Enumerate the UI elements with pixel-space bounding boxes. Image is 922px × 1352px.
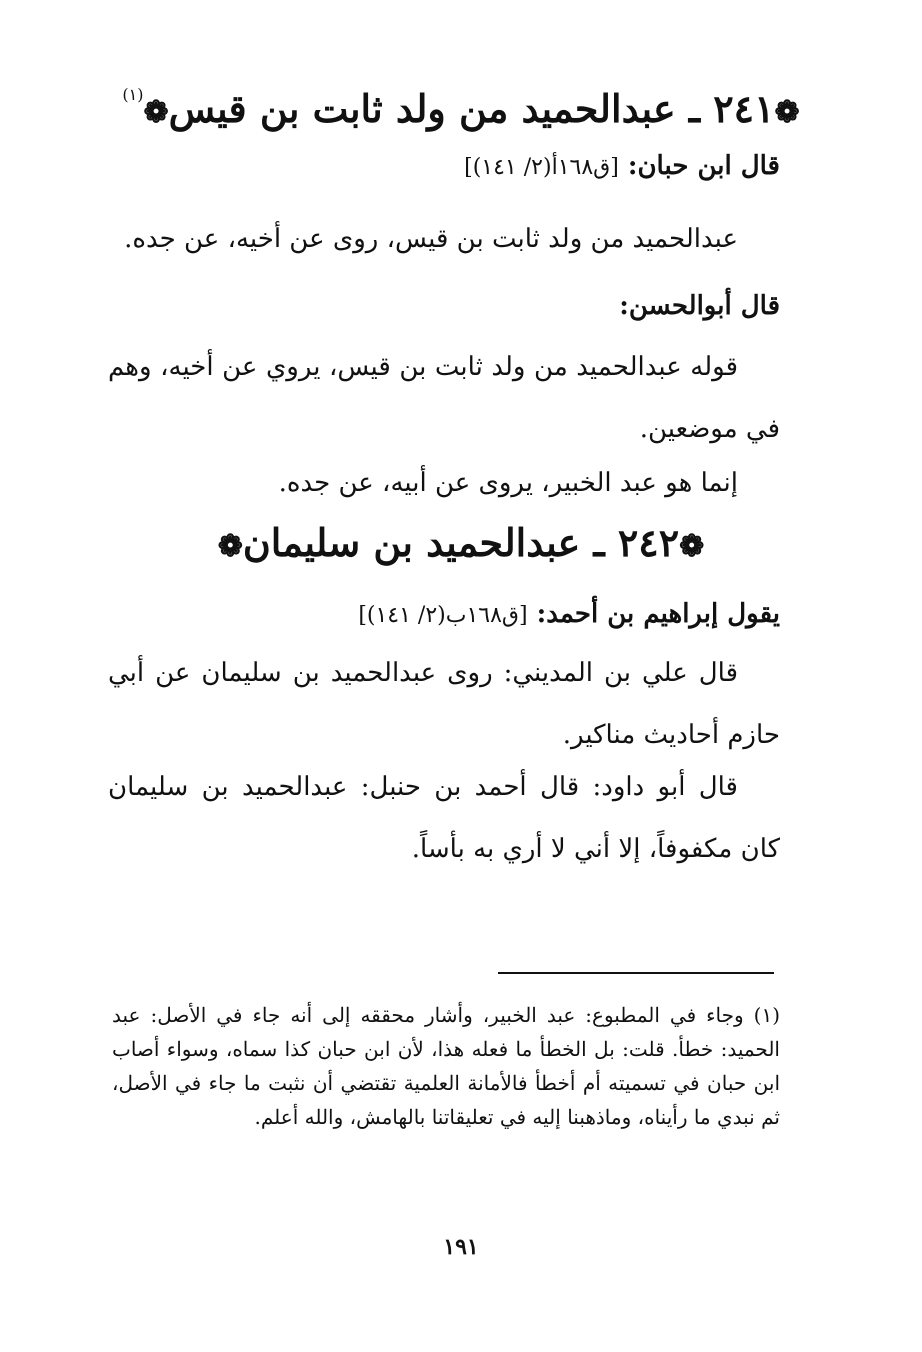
ornament-close-icon: ❁ (143, 95, 169, 130)
manuscript-reference: [ق١٦٨ب(٢/ ١٤١)] (358, 603, 528, 628)
source-speaker: قال ابن حبان: (627, 151, 780, 181)
footnote-marker: (١) (122, 85, 144, 104)
entry-241-paragraph: عبدالحميد من ولد ثابت بن قيس، روى عن أخيه، عن جده. (124, 224, 738, 254)
ornament-open-icon: ❁ (774, 95, 800, 130)
entry-241-commentary-paragraph: إنما هو عبد الخبير، يروى عن أبيه، عن جده. (278, 468, 738, 498)
entry-242-source-label (100, 596, 780, 634)
entry-241-title: ٢٤١ ـ عبدالحميد من ولد ثابت بن قيس (168, 86, 775, 131)
entry-242-heading (80, 518, 842, 572)
entry-241-heading (80, 70, 842, 138)
footnote-separator (498, 972, 774, 974)
entry-241-commentary-label: قال أبوالحسن: (619, 291, 780, 321)
entry-242-paragraph: قال علي بن المديني: روى عبدالحميد بن سليمان عن أبي حازم أحاديث مناكير. (108, 658, 780, 750)
entry-241-source-label (100, 148, 780, 186)
entry-241-commentary-paragraph: قوله عبدالحميد من ولد ثابت بن قيس، يروي عن أخيه، وهم في موضعين. (108, 352, 780, 444)
entry-242-title: ٢٤٢ ـ عبدالحميد بن سليمان (242, 520, 680, 565)
source-speaker: يقول إبراهيم بن أحمد: (536, 599, 780, 629)
ornament-close-icon: ❁ (217, 529, 243, 564)
page-number: ١٩١ (443, 1234, 479, 1260)
ornament-open-icon: ❁ (679, 529, 705, 564)
footnote-text: (١) وجاء في المطبوع: عبد الخبير، وأشار محققه إلى أنه جاء في الأصل: عبد الحميد: خطأ. قلت: بل الخطأ ما فعله هذا، لأن ابن حبان كذا سماه، وسواء أصاب ابن حبان في تسميته أم أخطأ فالأمانة العلمية تقتضي أن نثبت ما جاء في الأصل، ثم نبدي ما رأيناه، وماذهبنا إليه في تعليقاتنا بالهامش، والله أعلم. (112, 1003, 780, 1129)
manuscript-reference: [ق١٦٨أ(٢/ ١٤١)] (464, 155, 619, 180)
entry-242-paragraph: قال أبو داود: قال أحمد بن حنبل: عبدالحميد بن سليمان كان مكفوفاً، إلا أني لا أري به بأساً. (108, 772, 780, 864)
